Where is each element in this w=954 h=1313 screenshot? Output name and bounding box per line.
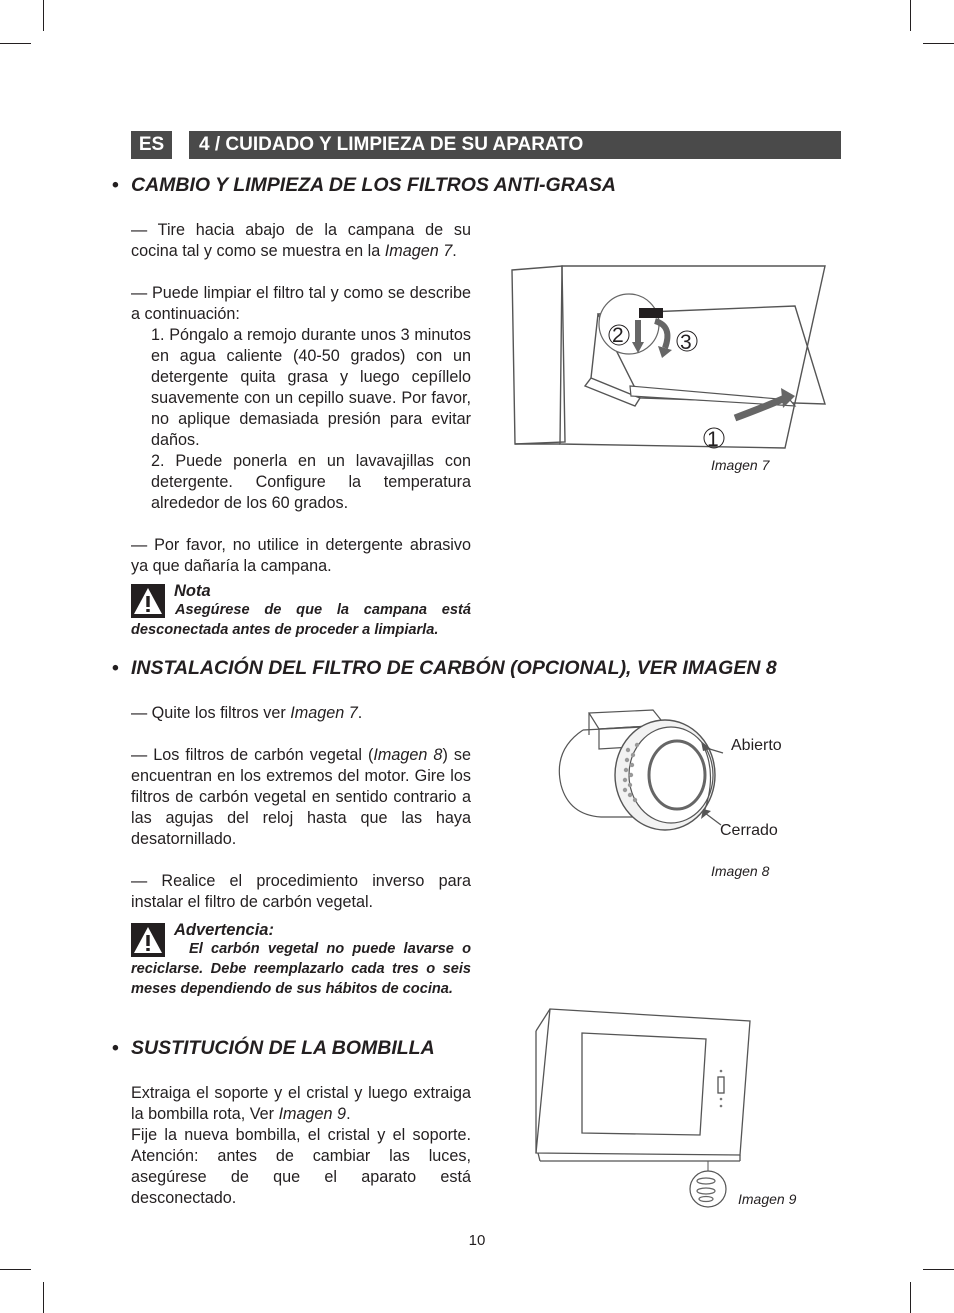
note-title: Nota: [174, 582, 211, 600]
crop-mark: [923, 43, 954, 44]
section-body-filters: [131, 220, 471, 577]
paragraph: — Por favor, no utilice in detergente abrasivo ya que dañaría la campana.: [131, 536, 471, 575]
bullet-icon: •: [112, 174, 119, 196]
crop-mark: [910, 1282, 911, 1313]
crop-mark: [923, 1269, 954, 1270]
chapter-header: [189, 131, 841, 159]
figure-reference: Imagen 9: [278, 1105, 347, 1123]
paragraph: — Quite los filtros ver Imagen 7.: [131, 704, 363, 722]
paragraph: — Los filtros de carbón vegetal (Imagen 8) se encuentran en los extremos del motor. Gire los filtros de carbón vegetal en sentido contrario a las agujas del reloj hasta que las haya desatornillado.: [131, 746, 471, 848]
figure-caption: Imagen 7: [711, 457, 770, 473]
figure-reference: Imagen 7: [384, 242, 453, 260]
figure-reference: Imagen 8: [373, 746, 443, 764]
section-title-bulb: [112, 1037, 435, 1060]
warning-title: Advertencia:: [174, 921, 274, 939]
paragraph: Extraiga el soporte y el cristal y luego extraiga la bombilla rota, Ver Imagen 9.: [131, 1084, 471, 1123]
paragraph: — Realice el procedimiento inverso para instalar el filtro de carbón vegetal.: [131, 872, 471, 911]
note-box: [131, 584, 471, 640]
crop-mark: [43, 1282, 44, 1313]
open-label: Abierto: [731, 737, 782, 754]
chapter-title: 4 / CUIDADO Y LIMPIEZA DE SU APARATO: [199, 134, 584, 155]
figure-reference: Imagen 7: [290, 704, 358, 722]
warning-icon: [131, 923, 165, 957]
figure-9-hood-illustration: [530, 1003, 755, 1213]
warning-box: [131, 923, 471, 999]
step-label: 1: [707, 428, 719, 451]
crop-mark: [0, 1269, 31, 1270]
crop-mark: [910, 0, 911, 31]
figure-caption: Imagen 8: [711, 863, 770, 879]
step-label: 2: [612, 324, 624, 347]
paragraph: — Puede limpiar el filtro tal y como se describe a continuación:: [131, 284, 471, 323]
section-title-text: SUSTITUCIÓN DE LA BOMBILLA: [131, 1037, 435, 1059]
paragraph: Fije la nueva bombilla, el cristal y el soporte. Atención: antes de cambiar las luces, asegúrese de que el aparato está desconectado.: [131, 1126, 471, 1207]
crop-mark: [0, 43, 31, 44]
bullet-icon: •: [112, 1037, 119, 1059]
figure-8-motor-illustration: [553, 705, 728, 840]
crop-mark: [43, 0, 44, 31]
figure-caption: Imagen 9: [738, 1191, 797, 1207]
language-badge: ES: [131, 131, 172, 159]
warning-icon: [131, 584, 165, 618]
page-number: 10: [468, 1232, 486, 1249]
figure-7-hood-illustration: [505, 258, 835, 453]
bullet-icon: •: [112, 657, 119, 679]
paragraph: — Tire hacia abajo de la campana de su cocina tal y como se muestra en la Imagen 7.: [131, 221, 471, 260]
step-item: 2. Puede ponerla en un lavavajillas con detergente. Configure la temperatura alrededor de los 60 grados.: [151, 452, 471, 512]
note-text: Asegúrese de que la campana está desconectada antes de proceder a limpiarla.: [131, 602, 471, 638]
section-body-bulb: [131, 1083, 471, 1209]
section-body-carbon-filter: [131, 703, 471, 913]
closed-label: Cerrado: [720, 822, 778, 839]
warning-text: El carbón vegetal no puede lavarse o reciclarse. Debe reemplazarlo cada tres o seis meses dependiendo de sus hábitos de cocina.: [131, 941, 471, 997]
section-title-text: CAMBIO Y LIMPIEZA DE LOS FILTROS ANTI-GRASA: [131, 174, 616, 196]
section-title-text: INSTALACIÓN DEL FILTRO DE CARBÓN (OPCIONAL), VER IMAGEN 8: [131, 657, 777, 679]
step-label: 3: [680, 331, 692, 354]
section-title-carbon-filter: [112, 657, 777, 680]
section-title-filters: [112, 174, 616, 197]
step-item: 1. Póngalo a remojo durante unos 3 minutos en agua caliente (40-50 grados) con un detergente quita grasa y luego cepíllelo suavemente con un cepillo suave. Por favor, no aplique demasiada presión para evitar daños.: [151, 326, 471, 449]
